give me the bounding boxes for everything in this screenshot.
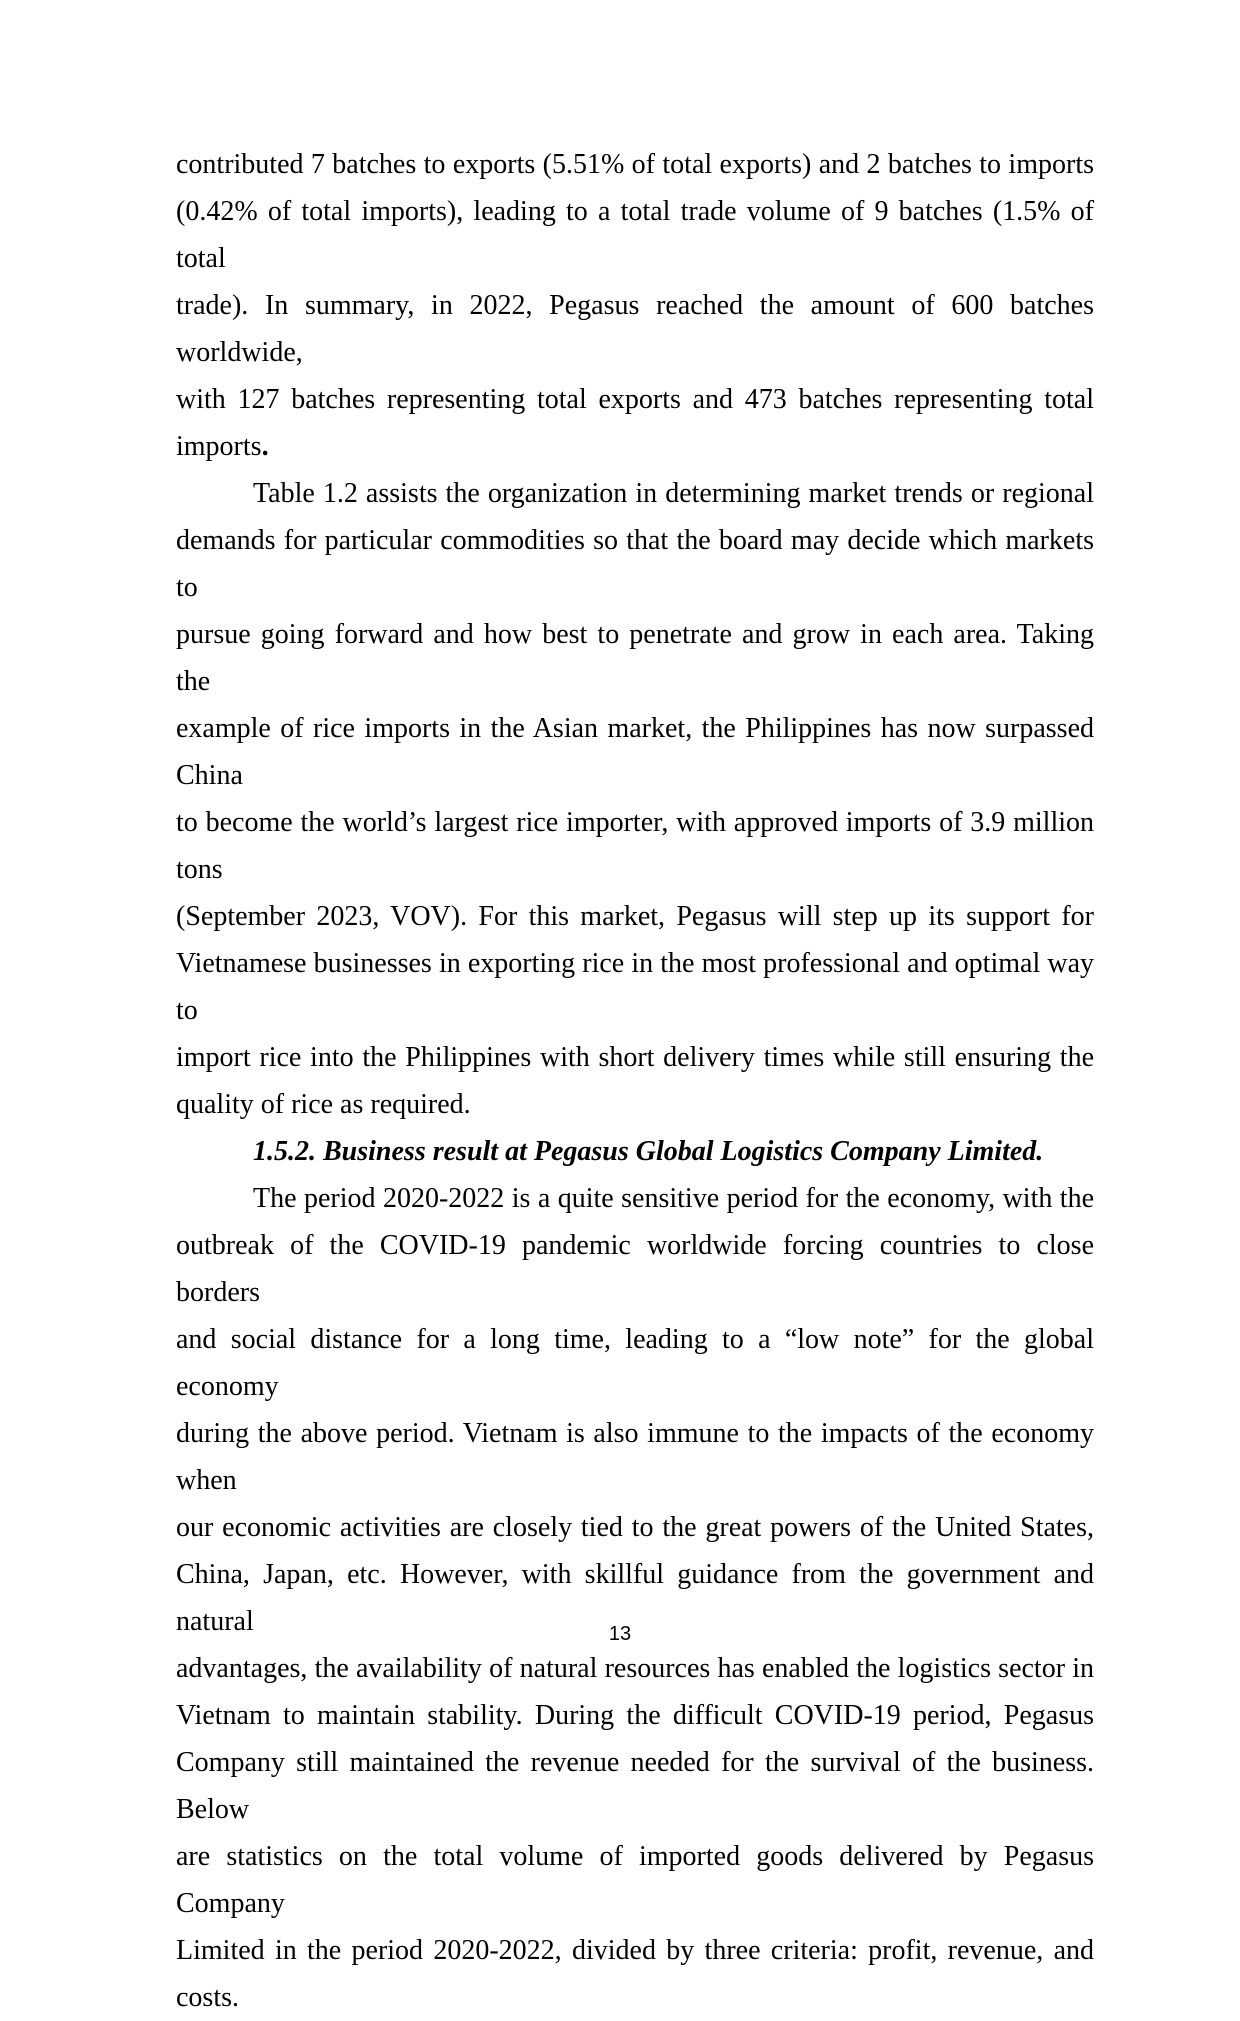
text-line: import rice into the Philippines with short delivery times while still ensuring the [176,1042,1094,1073]
text-line: Limited in the period 2020-2022, divided by three criteria: profit, revenue, and costs. [176,1935,1094,2013]
text-line: (0.42% of total imports), leading to a total trade volume of 9 batches (1.5% of total [176,196,1094,274]
text-line: example of rice imports in the Asian market, the Philippines has now surpassed China [176,713,1094,791]
text-line: China, Japan, etc. However, with skillful guidance from the government and natural [176,1559,1094,1637]
text-line: (September 2023, VOV). For this market, Pegasus will step up its support for [176,901,1094,932]
paragraph [176,470,1094,1128]
text-line: Vietnamese businesses in exporting rice in the most professional and optimal way to [176,948,1094,1026]
text-line: outbreak of the COVID-19 pandemic worldwide forcing countries to close borders [176,1230,1094,1308]
text-line: with 127 batches representing total exports and 473 batches representing total [176,384,1094,415]
page-footer [0,1622,1240,1646]
text-line: demands for particular commodities so that the board may decide which markets to [176,525,1094,603]
text-line: are statistics on the total volume of imported goods delivered by Pegasus Company [176,1841,1094,1919]
text-line: The period 2020-2022 is a quite sensitive period for the economy, with the [253,1183,1094,1214]
text-line: advantages, the availability of natural resources has enabled the logistics sector in [176,1653,1094,1684]
text-line: trade). In summary, in 2022, Pegasus reached the amount of 600 batches worldwide, [176,290,1094,368]
page-number: 13 [608,1623,632,1645]
text-line: contributed 7 batches to exports (5.51% of total exports) and 2 batches to imports [176,149,1094,180]
text-line: to become the world’s largest rice importer, with approved imports of 3.9 million tons [176,807,1094,885]
text-line: during the above period. Vietnam is also immune to the impacts of the economy when [176,1418,1094,1496]
text-line: and social distance for a long time, leading to a “low note” for the global economy [176,1324,1094,1402]
text-line: pursue going forward and how best to penetrate and grow in each area. Taking the [176,619,1094,697]
paragraph [176,1175,1094,2021]
text-line: Table 1.2 assists the organization in determining market trends or regional [253,478,1094,509]
text-line: Vietnam to maintain stability. During the difficult COVID-19 period, Pegasus [176,1700,1094,1731]
page-body [176,141,1094,2021]
text-line: our economic activities are closely tied to the great powers of the United States, [176,1512,1094,1543]
bold-period: . [261,431,269,462]
section-heading: 1.5.2. Business result at Pegasus Global Logistics Company Limited. [253,1136,1044,1167]
text-line: imports. [176,431,269,462]
paragraph [176,141,1094,470]
text-line: Company still maintained the revenue needed for the survival of the business. Below [176,1747,1094,1825]
text-line: quality of rice as required. [176,1089,471,1120]
